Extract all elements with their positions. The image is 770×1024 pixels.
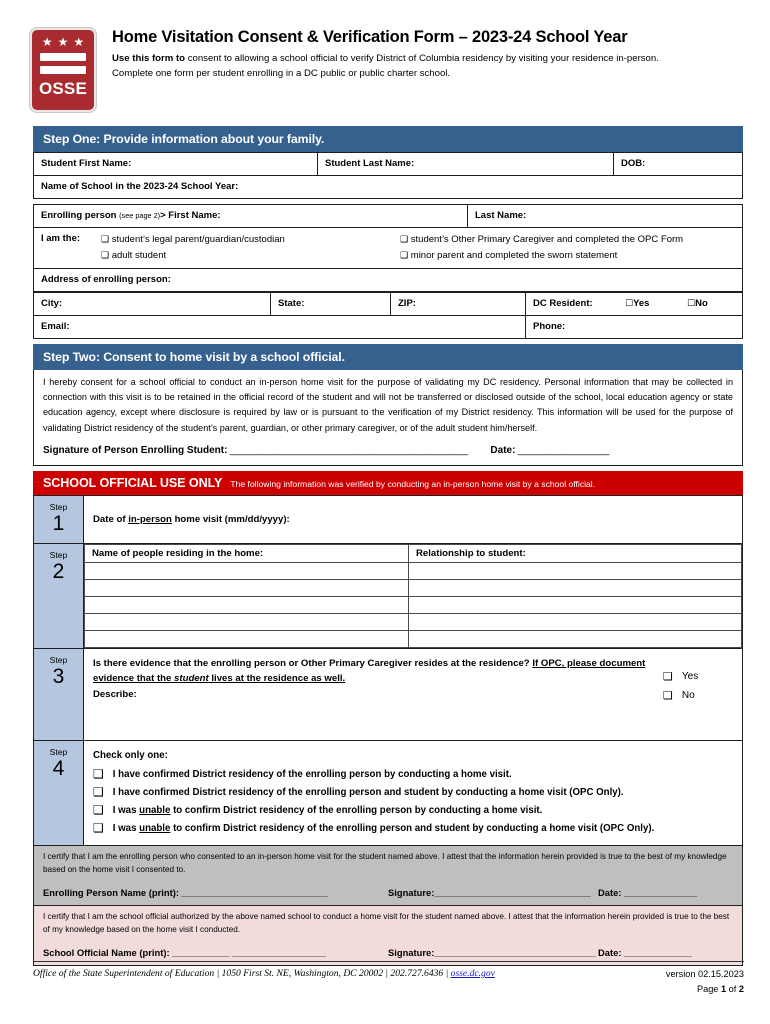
step-1-marker	[34, 496, 84, 544]
describe-label[interactable]: Describe:	[93, 689, 137, 701]
subtitle-rest: consent to allowing a school official to verify District of Columbia residency by visiting your residence in-person. Complete one form per student enrolling in a DC public or public charter school.	[112, 53, 659, 79]
option-label: minor parent and completed the sworn statement	[410, 250, 618, 261]
option-adult-student[interactable]	[101, 248, 400, 264]
logo-bar	[40, 53, 86, 61]
opt-pre: I was	[112, 805, 140, 817]
opt-pre: I have confirmed District residency of the enrolling person and student by conducting a home visit (OPC Only).	[112, 787, 624, 799]
table-row	[34, 205, 743, 228]
footer-divider	[33, 961, 744, 962]
opt-underlined: unable	[139, 805, 171, 817]
col-header-names: Name of people residing in the home:	[85, 545, 409, 563]
step1-label-pre: Date of	[93, 514, 129, 526]
step-3-marker	[34, 649, 84, 741]
checkbox-icon[interactable]: ☐	[687, 299, 696, 309]
enrolling-name-field[interactable]: Enrolling Person Name (print): ____________________________	[43, 887, 328, 899]
cell-name[interactable]	[85, 614, 409, 631]
page-subtitle	[112, 52, 692, 81]
option-label	[113, 802, 543, 819]
signature-line[interactable]: _______________________________________________	[227, 444, 491, 456]
step-3-no[interactable]	[663, 686, 733, 705]
field-student-first-name[interactable]: Student First Name:	[34, 153, 318, 176]
opt-underlined: unable	[139, 823, 171, 835]
official-cert-text: I certify that I am the school official authorized by the above named school to conduct a home visit for the student named above. I attest that the information herein provided is true to the best of my knowledge based on the home visit I conducted.	[43, 912, 730, 934]
step-number: 4	[52, 757, 65, 781]
i-am-the-label: I am the:	[41, 233, 81, 244]
step-3-question	[93, 656, 663, 705]
option-opc[interactable]	[400, 232, 735, 248]
page-header	[0, 0, 770, 112]
consent-block	[33, 370, 743, 466]
form-body	[33, 126, 743, 966]
page-mid: of	[726, 984, 739, 994]
checkbox-icon[interactable]: ❑	[101, 235, 110, 245]
opt-pre: I was	[112, 823, 140, 835]
option-label	[113, 784, 624, 801]
osse-logo	[30, 28, 96, 112]
date-label: Date:	[490, 444, 516, 456]
table-row	[34, 176, 743, 199]
table-row	[85, 614, 742, 631]
enrolling-cert-text: I certify that I am the enrolling person who consented to an in-person home visit for the student named above. I attest that the information herein provided is true to the best of my knowledge based on the home visit I consented to.	[43, 852, 727, 874]
version-label: version 02.15.2023	[665, 969, 744, 979]
enrolling-date-field[interactable]: Date: ______________	[598, 887, 698, 899]
step-4-content	[84, 741, 743, 846]
cell-name[interactable]	[85, 597, 409, 614]
table-row	[34, 316, 743, 339]
star-icon: ★	[57, 35, 69, 49]
cell-relationship[interactable]	[409, 580, 742, 597]
banner-title: SCHOOL OFFICIAL USE ONLY	[43, 476, 223, 491]
subtitle-bold: Use this form to	[112, 53, 186, 64]
footer-office-info	[33, 967, 614, 981]
step-2-content	[84, 544, 743, 649]
page-pre: Page	[696, 984, 721, 994]
logo-wordmark: OSSE	[38, 79, 88, 98]
official-step-2-row	[34, 544, 743, 649]
field-state[interactable]: State:	[271, 293, 391, 316]
checkbox-icon[interactable]: ☐	[625, 299, 634, 309]
table-row	[85, 631, 742, 648]
option-label	[113, 820, 655, 837]
osse-website-link[interactable]: osse.dc.gov	[450, 968, 495, 979]
enrolling-cert-fields	[43, 887, 733, 898]
step-2-marker	[34, 544, 84, 649]
step-one-table	[33, 152, 743, 199]
official-certification-block	[33, 906, 743, 966]
step-4-marker	[34, 741, 84, 846]
enrolling-first: > First Name:	[160, 210, 221, 221]
enrolling-certification-block	[33, 846, 743, 906]
page-number	[614, 982, 744, 996]
table-row	[34, 269, 743, 292]
official-use-table	[33, 495, 743, 846]
checkbox-icon[interactable]: ❑	[93, 785, 104, 800]
option-legal-parent[interactable]	[101, 232, 400, 248]
question-underlined-2: lives at the residence as well.	[208, 673, 346, 685]
checkbox-icon[interactable]: ❑	[400, 251, 409, 261]
cell-relationship[interactable]	[409, 614, 742, 631]
logo-bar	[40, 66, 86, 74]
table-row	[85, 597, 742, 614]
opt-post: to confirm District residency of the enrolling person and student by conducting a home visit (OPC Only).	[170, 823, 655, 835]
field-zip[interactable]: ZIP:	[391, 293, 526, 316]
option-minor-parent[interactable]	[400, 248, 735, 264]
option-confirmed-enrolling[interactable]	[93, 766, 733, 783]
school-official-banner	[33, 471, 743, 495]
enrolling-signature-field[interactable]: Signature:______________________________	[388, 887, 591, 899]
footer-meta	[614, 967, 744, 996]
page-title: Home Visitation Consent & Verification Form – 2023-24 School Year	[112, 28, 628, 46]
consent-signature-row[interactable]	[43, 443, 733, 458]
field-dob[interactable]: DOB:	[614, 153, 743, 176]
page-current: 1	[720, 984, 727, 994]
enrolling-label: Enrolling person	[41, 210, 117, 221]
official-step-1-row	[34, 496, 743, 544]
star-icon: ★	[41, 35, 53, 49]
cell-relationship[interactable]	[409, 597, 742, 614]
official-date-field[interactable]: Date: _____________	[598, 947, 692, 959]
checkbox-icon[interactable]: ❑	[93, 821, 104, 836]
step-number: 3	[52, 665, 65, 689]
step-word: Step	[49, 502, 68, 513]
no-label: No	[695, 298, 708, 309]
cell-relationship[interactable]	[409, 563, 742, 580]
option-label	[113, 766, 512, 783]
checkbox-icon[interactable]: ❑	[400, 235, 409, 245]
step1-label-underlined: in-person	[128, 514, 172, 526]
enrolling-note: (see page 2)	[119, 211, 161, 220]
field-enrolling-first-name[interactable]	[34, 205, 468, 228]
yes-label: Yes	[681, 671, 699, 683]
option-unable-enrolling-student[interactable]	[93, 820, 733, 837]
logo-stars	[38, 37, 88, 48]
opt-pre: I have confirmed District residency of the enrolling person by conducting a home visit.	[112, 769, 512, 781]
city-state-zip-table	[33, 292, 743, 339]
page-footer	[33, 961, 744, 996]
field-enrolling-last-name[interactable]: Last Name:	[468, 205, 743, 228]
field-school-name[interactable]: Name of School in the 2023-24 School Year:	[34, 176, 743, 199]
col-header-relationship: Relationship to student:	[409, 545, 742, 563]
question-underlined-1: If OPC, please document evidence that the	[93, 658, 646, 685]
dc-resident-yes[interactable]	[625, 297, 687, 311]
cell-relationship[interactable]	[409, 631, 742, 648]
step1-label-post: home visit (mm/dd/yyyy):	[171, 514, 290, 526]
table-row	[34, 293, 743, 316]
official-cert-fields	[43, 947, 733, 958]
option-unable-enrolling[interactable]	[93, 802, 733, 819]
field-city[interactable]: City:	[34, 293, 271, 316]
residency-options-list	[93, 766, 733, 837]
signature-label: Signature of Person Enrolling Student:	[43, 444, 228, 456]
field-phone[interactable]: Phone:	[526, 316, 743, 339]
official-name-field[interactable]: School Official Name (print): ___________ __________________	[43, 947, 326, 959]
question-student-italic: student	[174, 673, 209, 685]
check-only-one-heading: Check only one:	[93, 750, 168, 762]
table-row	[85, 580, 742, 597]
option-confirmed-enrolling-student[interactable]	[93, 784, 733, 801]
enrolling-person-table	[33, 204, 743, 292]
step-word: Step	[49, 550, 68, 561]
date-line[interactable]: __________________	[515, 444, 609, 456]
header-text	[96, 26, 744, 81]
step-one-banner: Step One: Provide information about your family.	[33, 126, 743, 152]
checkbox-icon[interactable]: ❑	[663, 670, 673, 684]
step-word: Step	[49, 655, 68, 666]
option-label: adult student	[111, 250, 167, 261]
table-row	[85, 563, 742, 580]
step-number: 1	[52, 512, 65, 536]
step-3-content	[84, 649, 743, 741]
step-two-banner: Step Two: Consent to home visit by a school official.	[33, 344, 743, 370]
table-header-row	[85, 545, 742, 563]
dc-resident-no[interactable]	[687, 297, 708, 311]
question-plain: Is there evidence that the enrolling person or Other Primary Caregiver resides at the residence?	[93, 658, 533, 670]
field-student-last-name[interactable]: Student Last Name:	[318, 153, 614, 176]
option-label: student’s legal parent/guardian/custodian	[111, 234, 285, 245]
official-signature-field[interactable]: Signature:_______________________________	[388, 947, 596, 959]
office-text: Office of the State Superintendent of Education | 1050 First St. NE, Washington, DC 20002 | 202.727.6436 |	[33, 968, 451, 979]
dc-resident-label: DC Resident:	[533, 298, 593, 309]
i-am-the-group	[34, 228, 743, 269]
table-row	[34, 228, 743, 269]
field-email[interactable]: Email:	[34, 316, 526, 339]
table-row	[34, 153, 743, 176]
checkbox-icon[interactable]: ❑	[93, 767, 104, 782]
field-address[interactable]: Address of enrolling person:	[34, 269, 743, 292]
step-3-yes-no	[663, 656, 733, 705]
cell-name[interactable]	[85, 631, 409, 648]
banner-subtitle: The following information was verified by conducting an in-person home visit by a school official.	[230, 479, 596, 490]
checkbox-icon[interactable]: ❑	[663, 689, 673, 703]
consent-text: I hereby consent for a school official to conduct an in-person home visit for the purpose of validating my DC residency. Personal information that may be collected in connection with this visit is to be retained in the official record of the student and will not be transferred or disclosed outside of the school, local education agency or state education agency, except where disclosure is required by law or is pursuant to the verification of my District residency. This information will be used for the purpose of validating District residency of the student’s parent, guardian, or other primary caregiver, or of the adult student him/herself.	[43, 377, 733, 433]
field-dc-resident[interactable]	[526, 293, 743, 316]
option-label: student’s Other Primary Caregiver and completed the OPC Form	[410, 234, 684, 245]
checkbox-icon[interactable]: ❑	[101, 251, 110, 261]
step-number: 2	[52, 560, 65, 584]
opt-post: to confirm District residency of the enrolling person by conducting a home visit.	[170, 805, 543, 817]
cell-name[interactable]	[85, 580, 409, 597]
official-step-3-row	[34, 649, 743, 741]
no-label: No	[681, 690, 695, 702]
step-word: Step	[49, 747, 68, 758]
official-step-4-row	[34, 741, 743, 846]
residents-table	[84, 544, 742, 648]
page-total: 2	[738, 984, 744, 994]
step-1-content[interactable]	[84, 496, 743, 544]
star-icon: ★	[73, 35, 85, 49]
yes-label: Yes	[633, 298, 650, 309]
checkbox-icon[interactable]: ❑	[93, 803, 104, 818]
cell-name[interactable]	[85, 563, 409, 580]
step-3-yes[interactable]	[663, 667, 733, 686]
